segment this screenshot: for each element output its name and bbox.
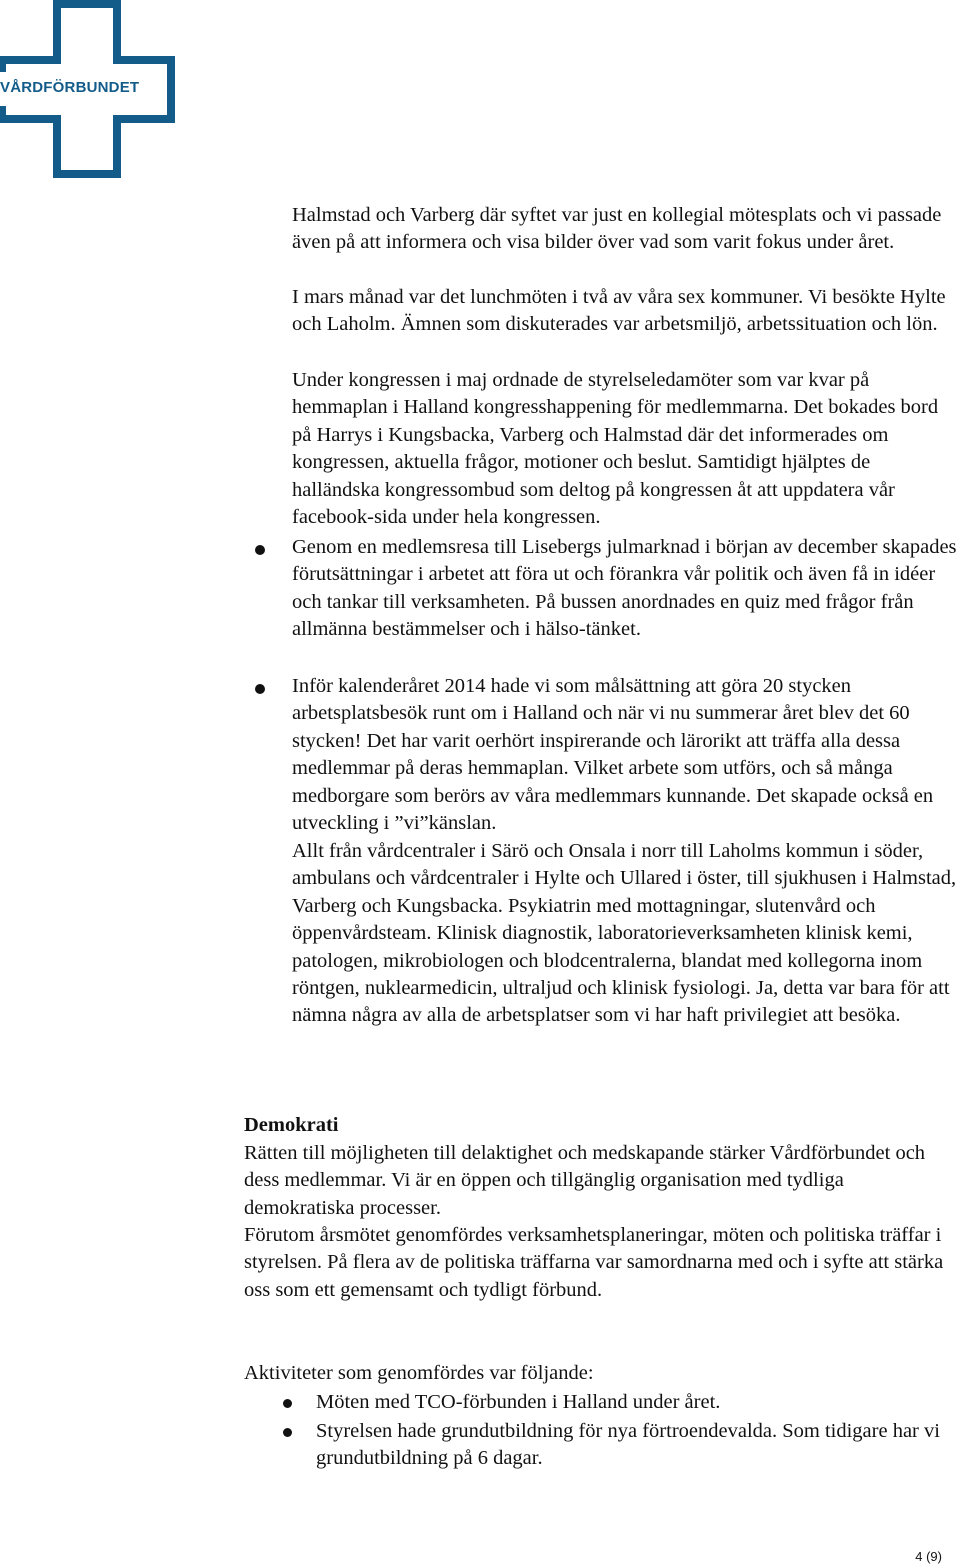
paragraph-demokrati-moten: Förutom årsmötet genomfördes verksamhetsplaneringar, möten och politiska träffar i styrelsen. På flera av de politiska träffarna var samordnarna med och i syfte att stärka oss som ett gemensamt och tydligt förbund. <box>244 1224 944 1301</box>
bullet-dot <box>255 545 265 555</box>
activities-intro: Aktiviteter som genomfördes var följande: <box>244 1362 594 1384</box>
paragraph-kollegial: Halmstad och Varberg där syftet var just en kollegial mötesplats och vi passade även på att informera och visa bilder över vad som varit fokus under året. <box>292 204 942 254</box>
page-number: 4 (9) <box>915 1549 942 1564</box>
bullet-dot <box>255 684 265 694</box>
paragraph-lunchmoten: I mars månad var det lunchmöten i två av våra sex kommuner. Vi besökte Hylte och Laholm. Ämnen som diskuterades var arbetsmiljö, arbetssituation och lön. <box>292 286 946 336</box>
vardforbundet-logo <box>0 0 175 178</box>
bullet-dot <box>283 1428 292 1437</box>
list-item-medlemsresa: Genom en medlemsresa till Lisebergs julmarknad i början av december skapades förutsättningar i arbetet att föra ut och förankra vår politik och även få in idéer och tankar till verksamheten. På bussen anordnades en quiz med frågor från allmänna bestämmelser och i hälso-tänket. <box>292 536 957 641</box>
activity-item: Möten med TCO-förbunden i Halland under året. <box>316 1391 721 1413</box>
list-item-arbetsplatsbesok: Inför kalenderåret 2014 hade vi som målsättning att göra 20 stycken arbetsplatsbesök runt om i Halland och när vi nu summerar året blev det 60 stycken! Det har varit oerhört inspirerande och lärorikt att träffa alla dessa medlemmar på deras hemmaplan. Vilket arbete som utförs, och så många medborgare som berörs av våra medlemmars kunnande. Det skapade också en utveckling i ”vi”känslan. <box>292 675 934 835</box>
paragraph-kongress: Under kongressen i maj ordnade de styrelseledamöter som var kvar på hemmaplan i Halland kongresshappening för medlemmarna. Det bokades bord på Harrys i Kungsbacka, Varberg och Halmstad där det informerades om kongressen, aktuella frågor, motioner och beslut. Samtidigt hjälptes de halländska kongressombud som deltog på kongressen åt att uppdatera vår facebook-sida under hela kongressen. <box>292 369 939 529</box>
bullet-dot <box>283 1399 292 1408</box>
paragraph-demokrati-intro: Rätten till möjligheten till delaktighet och medskapande stärker Vårdförbundet och dess medlemmar. Vi är en öppen och tillgänglig organisation med tydliga demokratiska processer. <box>244 1142 926 1219</box>
section-heading-demokrati: Demokrati <box>244 1114 339 1136</box>
list-item-arbetsplatsbesok-continued: Allt från vårdcentraler i Särö och Onsala i norr till Laholms kommun i söder, ambulans och vårdcentraler i Hylte och Ullared i öster, till sjukhusen i Halmstad, Varberg och Kungsbacka. Psykiatrin med mottagningar, slutenvård och öppenvårdsteam. Klinisk diagnostik, laboratorieverksamheten klinisk kemi, patologen, mikrobiologen och blodcentralerna, blandat med kollegorna inom röntgen, nuklearmedicin, ultraljud och klinisk fysiologi. Ja, detta var bara för att nämna några av alla de arbetsplatser som vi har haft privilegiet att besöka. <box>292 840 957 1027</box>
activity-item: Styrelsen hade grundutbildning för nya förtroendevalda. Som tidigare har vi grundutbildning på 6 dagar. <box>316 1420 940 1470</box>
brand-name: VÅRDFÖRBUNDET <box>0 79 140 96</box>
